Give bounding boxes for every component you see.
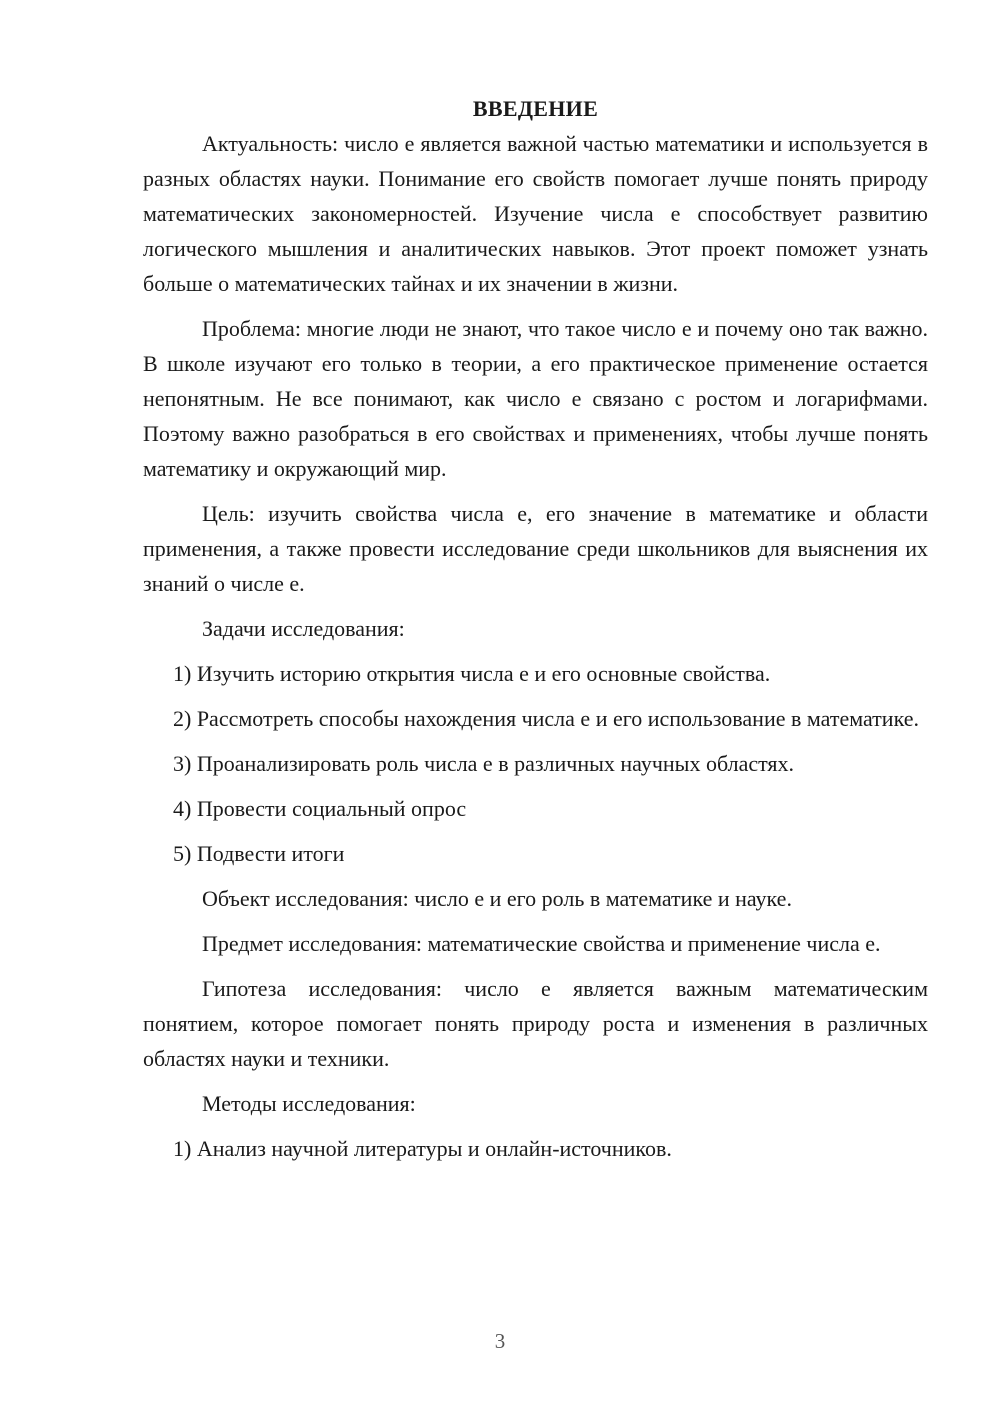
goal-paragraph: Цель: изучить свойства числа е, его значение в математике и области применения, а также провести исследование среди школьников для выяснения их знаний о числе е. — [143, 501, 928, 596]
subject-paragraph: Предмет исследования: математические свойства и применение числа е. — [202, 931, 881, 956]
problem-paragraph: Проблема: многие люди не знают, что такое число е и почему оно так важно. В школе изучают его только в теории, а его практическое применение остается непонятным. Не все понимают, как число е связано с ростом и логарифмами. Поэтому важно разобраться в его свойствах и применениях, чтобы лучше понять математику и окружающий мир. — [143, 316, 928, 481]
task-item: 1) Изучить историю открытия числа е и его основные свойства. — [173, 661, 771, 686]
page-content — [143, 92, 928, 1176]
section-title: ВВЕДЕНИЕ — [472, 96, 599, 121]
method-item: 1) Анализ научной литературы и онлайн-источников. — [173, 1136, 672, 1161]
tasks-heading: Задачи исследования: — [202, 616, 405, 641]
page-number: 3 — [494, 1329, 506, 1353]
object-paragraph: Объект исследования: число е и его роль в математике и науке. — [202, 886, 792, 911]
relevance-paragraph: Актуальность: число е является важной частью математики и используется в разных областях науки. Понимание его свойств помогает лучше понять природу математических закономерностей. Изучение числа е способствует развитию логического мышления и аналитических навыков. Этот проект поможет узнать больше о математических тайнах и их значении в жизни. — [143, 131, 928, 296]
hypothesis-paragraph: Гипотеза исследования: число е является важным математическим понятием, которое помогает понять природу роста и изменения в различных областях науки и техники. — [143, 976, 928, 1071]
task-item: 4) Провести социальный опрос — [173, 796, 467, 821]
task-item: 5) Подвести итоги — [173, 841, 345, 866]
task-item: 3) Проанализировать роль числа е в различных научных областях. — [173, 751, 795, 776]
task-item: 2) Рассмотреть способы нахождения числа е и его использование в математике. — [173, 706, 919, 731]
methods-heading: Методы исследования: — [202, 1091, 416, 1116]
